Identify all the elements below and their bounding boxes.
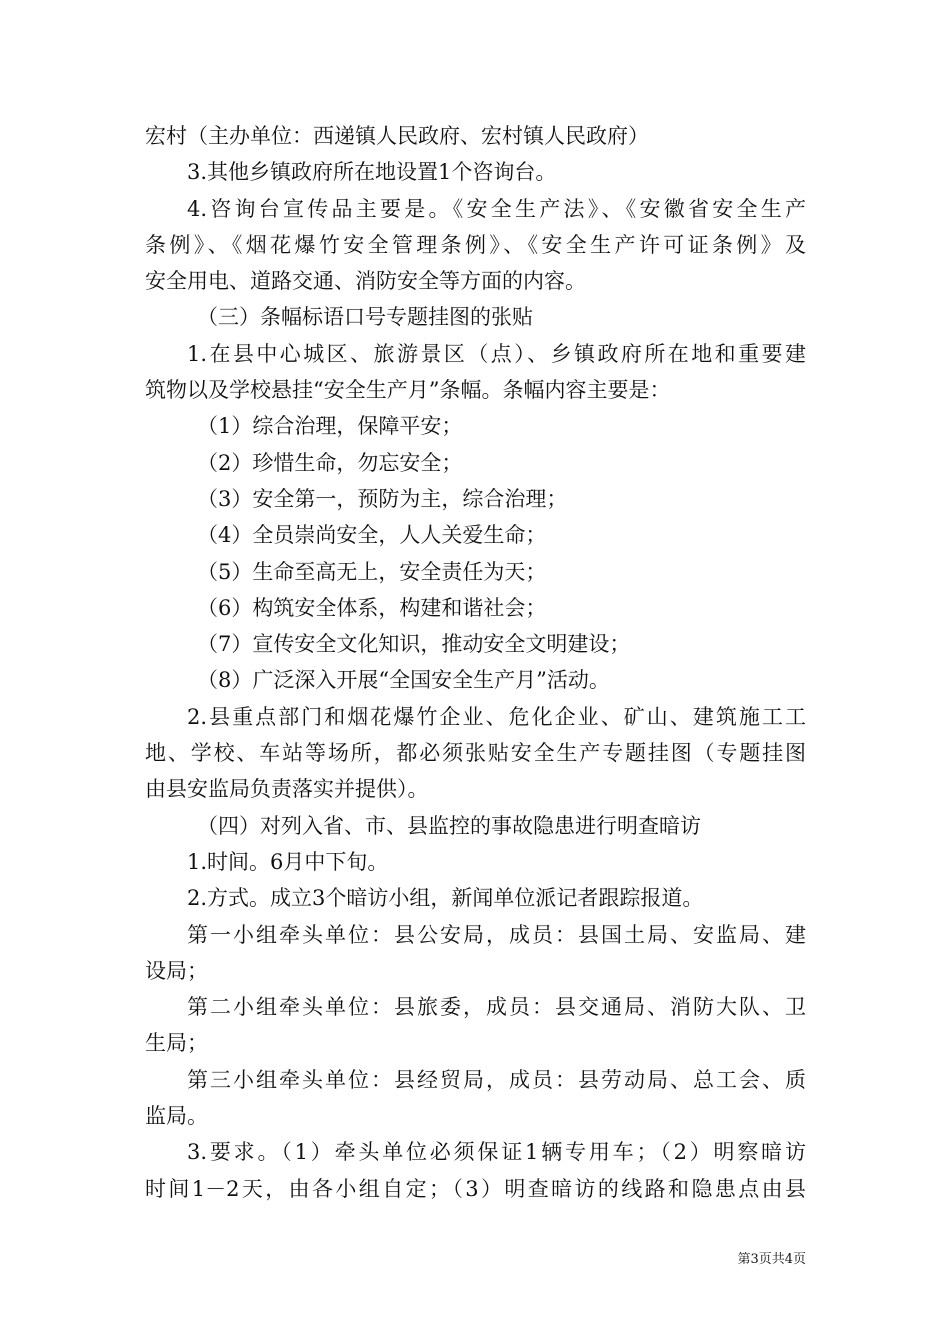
text-line: 安全用电、道路交通、消防安全等方面的内容。 bbox=[145, 269, 586, 294]
text-line: 宏村（主办单位：西递镇人民政府、宏村镇人民政府） bbox=[145, 124, 649, 148]
text-line: （1）综合治理，保障平安； bbox=[197, 414, 463, 439]
text-line: 1.时间。6月中下旬。 bbox=[187, 849, 389, 874]
text-line: 4.咨询台宣传品主要是。《安全生产法》、《安徽省安全生产 bbox=[187, 196, 806, 221]
text-line: 地、学校、车站等场所，都必须张贴安全生产专题挂图（专题挂图 bbox=[145, 741, 806, 766]
text-line: （5）生命至高无上，安全责任为天； bbox=[197, 559, 547, 584]
text-line: 第一小组牵头单位：县公安局，成员：县国土局、安监局、建 bbox=[187, 922, 806, 947]
text-line: （4）全员崇尚安全，人人关爱生命； bbox=[197, 523, 547, 548]
text-line: 2.方式。成立3个暗访小组，新闻单位派记者跟踪报道。 bbox=[187, 886, 704, 911]
text-line: 3.其他乡镇政府所在地设置1个咨询台。 bbox=[187, 160, 557, 185]
text-line: （8）广泛深入开展“全国安全生产月”活动。 bbox=[197, 668, 610, 693]
text-line: 条例》、《烟花爆竹安全管理条例》、《安全生产许可证条例》及 bbox=[145, 232, 806, 257]
text-line: （7）宣传安全文化知识，推动安全文明建设； bbox=[197, 632, 631, 657]
text-line: 2.县重点部门和烟花爆竹企业、危化企业、矿山、建筑施工工 bbox=[187, 704, 806, 729]
text-line: 1.在县中心城区、旅游景区（点）、乡镇政府所在地和重要建 bbox=[187, 341, 806, 366]
text-line: （2）珍惜生命，勿忘安全； bbox=[197, 450, 463, 475]
text-line: 生局； bbox=[145, 1031, 208, 1056]
text-line: 时间1－2天，由各小组自定；（3）明查暗访的线路和隐患点由县 bbox=[145, 1176, 806, 1201]
text-line: 筑物以及学校悬挂“安全生产月”条幅。条幅内容主要是： bbox=[145, 378, 671, 403]
text-line: 由县安监局负责落实并提供）。 bbox=[145, 777, 429, 802]
text-line: 3.要求。（1）牵头单位必须保证1辆专用车；（2）明察暗访 bbox=[187, 1140, 806, 1165]
page-number: 第3页共4页 bbox=[737, 1252, 806, 1267]
text-line: （三）条幅标语口号专题挂图的张贴 bbox=[197, 305, 533, 330]
text-line: （6）构筑安全体系，构建和谐社会； bbox=[197, 595, 547, 620]
text-line: 第三小组牵头单位：县经贸局，成员：县劳动局、总工会、质 bbox=[187, 1067, 806, 1092]
text-line: 监局。 bbox=[145, 1104, 208, 1129]
document-body bbox=[145, 118, 806, 1207]
text-line: 第二小组牵头单位：县旅委，成员：县交通局、消防大队、卫 bbox=[187, 995, 806, 1020]
text-line: （四）对列入省、市、县监控的事故隐患进行明查暗访 bbox=[197, 813, 701, 838]
text-line: 设局； bbox=[145, 958, 208, 983]
text-line: （3）安全第一，预防为主，综合治理； bbox=[197, 486, 568, 511]
